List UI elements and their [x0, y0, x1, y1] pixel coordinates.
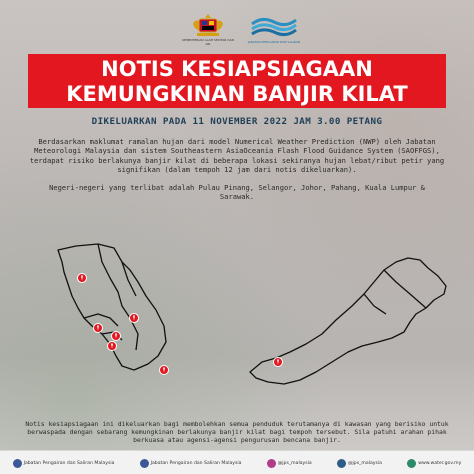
- crest-caption: KEMENTERIAN ALAM SEKITAR DAN AIR: [182, 38, 234, 46]
- footer-note: Notis kesiapsiagaan ini dikeluarkan bagi membolehkan semua penduduk terutamanya di kawasan yang berisiko untuk berwaspada dengan sebarang kemungkinan berlakunya banjir kilat bagi tempoh tersebut. Sila patuhi arahan pihak berkuasa atau agensi-agensi pengurusan bencana banjir.: [25, 420, 449, 445]
- map-svg: [18, 222, 458, 412]
- footer-instagram[interactable]: [267, 459, 312, 468]
- marker-johor: [160, 366, 169, 375]
- government-crest-logo: [182, 12, 234, 48]
- jps-logo: [246, 14, 302, 48]
- footer-ig-label: @jps_malaysia: [277, 460, 312, 466]
- marker-pulau-pinang: [78, 274, 87, 283]
- malaysia-map: [18, 222, 458, 412]
- footer-twitter[interactable]: [337, 459, 382, 468]
- footer-web-label: www.water.gov.my: [418, 460, 462, 466]
- forecast-paragraph: Berdasarkan maklumat ramalan hujan dari model Numerical Weather Prediction (NWP) oleh Jabatan Meteorologi Malaysia dan sistem Southeastern AsiaOceania Flash Flood Guidance System (SAOFFGS), terdapat risiko berlakunya banjir kilat di beberapa lokasi sekiranya hujan lebat/ribut petir yang signifikan (dalam tempoh 12 jam dari notis dikeluarkan).: [29, 137, 445, 175]
- marker-sarawak: [274, 358, 283, 367]
- marker-selangor: [94, 324, 103, 333]
- issued-date: DIKELUARKAN PADA 11 NOVEMBER 2022 JAM 3.00 PETANG: [91, 116, 383, 127]
- title-line-2: KEMUNGKINAN BANJIR KILAT: [66, 82, 408, 106]
- footer-fb1-label: Jabatan Pengairan dan Saliran Malaysia: [23, 460, 115, 466]
- footer-facebook-1[interactable]: [13, 459, 115, 468]
- map-markers: [78, 274, 283, 375]
- title-banner: [28, 54, 446, 108]
- title-line-1: NOTIS KESIAPSIAGAAN: [101, 57, 373, 81]
- marker-pahang: [130, 314, 139, 323]
- footer-bar: [0, 450, 474, 474]
- facebook-icon: [13, 459, 22, 468]
- twitter-icon: [337, 459, 346, 468]
- crest-icon: [188, 12, 228, 38]
- header-logos: [0, 6, 474, 52]
- footer-website[interactable]: [407, 459, 461, 468]
- marker-kuala-lumpur: [112, 332, 121, 341]
- globe-icon: [407, 459, 416, 468]
- peninsular-outline: [58, 244, 166, 370]
- water-wave-icon: [246, 14, 302, 40]
- marker-selangor-south: [108, 342, 117, 351]
- facebook-icon: [140, 459, 149, 468]
- water-caption: JABATAN PENGAIRAN DAN SALIRAN: [247, 40, 301, 44]
- footer-fb2-label: Jabatan Pengairan dan Saliran Malaysia: [150, 460, 242, 466]
- footer-tw-label: @jps_malaysia: [347, 460, 382, 466]
- affected-states: Negeri-negeri yang terlibat adalah Pulau Pinang, Selangor, Johor, Pahang, Kuala Lumpur & Sarawak.: [49, 183, 425, 202]
- instagram-icon: [267, 459, 276, 468]
- footer-facebook-2[interactable]: [140, 459, 242, 468]
